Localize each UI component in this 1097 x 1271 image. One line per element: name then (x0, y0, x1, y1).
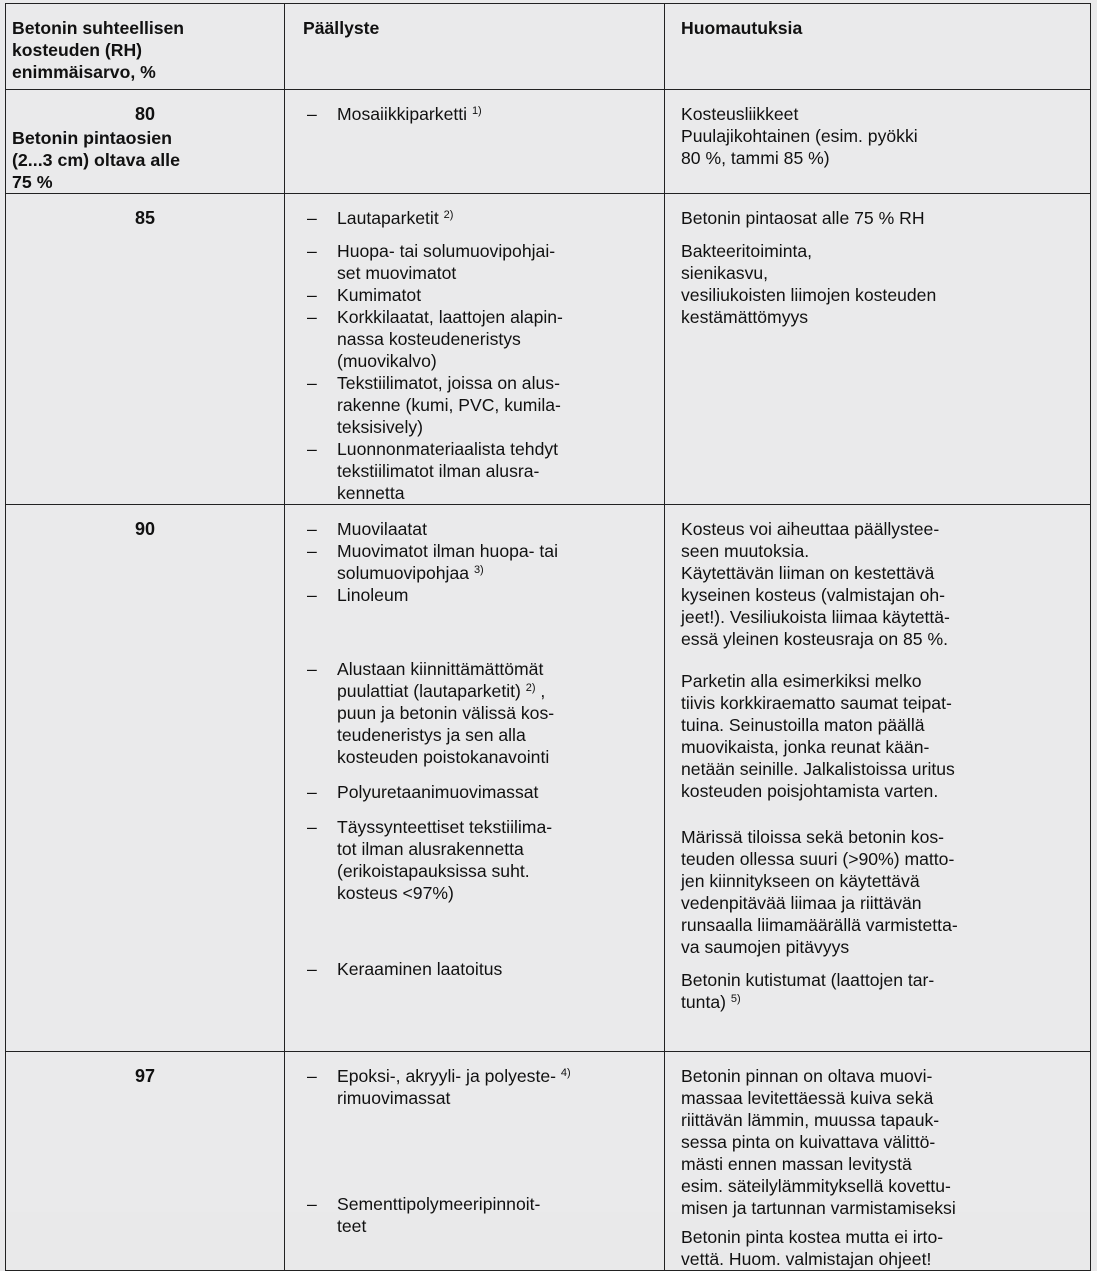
rh-value: 90 (134, 519, 156, 539)
note-item: Kosteus voi aiheuttaa päällystee- seen muutoksia. Käytettävän liiman on kestettävä kyseinen kosteus (valmistajan oh- jeet!). Vesiliukoista liimaa käytettä- essä yleinen kosteusraja on 85 %. (681, 519, 950, 649)
rh-cell (6, 1052, 285, 1271)
rh-cell (6, 90, 285, 194)
rh-note-line: (2...3 cm) oltava alle (12, 150, 181, 170)
note-item: Parketin alla esimerkiksi melko tiivis korkkiraematto saumat teipat- tuina. Seinustoilla maton päällä muovikaista, jonka reunat kään- netään seinille. Jalkalistoissa uritus kosteuden poisjohtamista varten. (681, 671, 955, 801)
header-coating-cell (285, 4, 665, 90)
notes-cell (665, 505, 1091, 1052)
coating-cell (285, 1052, 665, 1271)
notes-cell (665, 1052, 1091, 1271)
coating-item: – Lautaparketit $^{2)}$ (307, 208, 454, 228)
table-row (6, 90, 1091, 194)
note-item: Märissä tiloissa sekä betonin kos- teuden ollessa suuri (>90%) matto- jen kiinnitykseen on käytettävä vedenpitävää liimaa ja riittävän runsaalla liimamäärällä varmistetta- va saumojen pitävyys (681, 827, 958, 957)
coating-cell (285, 90, 665, 194)
notes-cell (665, 194, 1091, 505)
coating-item: – Huopa- tai solumuovipohjai- set muovimatot (307, 241, 556, 283)
coating-item: – Polyuretaanimuovimassat (307, 782, 539, 802)
header-notes-cell (665, 4, 1091, 90)
header-coating: Päällyste (303, 18, 380, 38)
note-item: Bakteeritoiminta, sienikasvu, vesiliukoisten liimojen kosteuden kestämättömyys (681, 241, 937, 327)
note-item: Betonin pinta kostea mutta ei irto- vettä. Huom. valmistajan ohjeet! (681, 1227, 944, 1269)
coating-item: – Täyssynteettiset tekstiilima- tot ilman alusrakennetta (erikoistapauksissa suht. kosteus <97%) (307, 817, 553, 903)
coating-item: – Epoksi-, akryyli- ja polyeste- $^{4)}$ rimuovimassat (307, 1066, 571, 1108)
coating-cell (285, 194, 665, 505)
footnote-ref: 5) (730, 993, 741, 1005)
notes-cell (665, 90, 1091, 194)
coating-item: – Tekstiilimatot, joissa on alus- rakenne (kumi, PVC, kumila- teksisively) (307, 373, 561, 437)
coating-item: – Muovimatot ilman huopa- tai solumuovipohjaa $^{3)}$ (307, 541, 559, 583)
footnote-ref: 2) (525, 682, 536, 694)
rh-value: 80 (134, 104, 156, 124)
footnote-ref: 1) (471, 105, 482, 117)
coating-cell (285, 505, 665, 1052)
header-rh-line: kosteuden (RH) (12, 40, 143, 60)
coating-item: – Korkkilaatat, laattojen alapin- nassa kosteudeneristys (muovikalvo) (307, 307, 563, 371)
footnote-ref: 4) (560, 1067, 571, 1079)
coating-item: – Alustaan kiinnittämättömät puulattiat (lautaparketit) $^{2)}$ , puun ja betonin välissä kos- teudeneristys ja sen alla kosteuden poistokanavointi (307, 659, 555, 767)
coating-item: – Mosaiikkiparketti $^{1)}$ (307, 104, 482, 124)
coating-item: – Luonnonmateriaalista tehdyt tekstiilimatot ilman alusra- kennetta (307, 439, 559, 503)
header-rh-line: Betonin suhteellisen (12, 18, 185, 38)
note-item: Betonin pintaosat alle 75 % RH (681, 208, 925, 228)
coating-item: – Muovilaatat (307, 519, 427, 539)
rh-cell (6, 505, 285, 1052)
footnote-ref: 3) (473, 564, 484, 576)
rh-value: 97 (134, 1066, 156, 1086)
rh-cell (6, 194, 285, 505)
rh-note-line: 75 % (12, 172, 53, 192)
table-header-row (6, 4, 1091, 90)
rh-note-line: Betonin pintaosien (12, 128, 173, 148)
header-rh-line: enimmäisarvo, % (12, 62, 156, 82)
coating-item: – Keraaminen laatoitus (307, 959, 503, 979)
footnote-ref: 2) (443, 209, 454, 221)
coating-item: – Linoleum (307, 585, 409, 605)
table-row (6, 1052, 1091, 1271)
moisture-limits-table (5, 3, 1091, 1271)
header-rh-cell (6, 4, 285, 90)
coating-item: – Kumimatot (307, 285, 422, 305)
coating-item: – Sementtipolymeeripinnoit- teet (307, 1194, 541, 1236)
table-row (6, 194, 1091, 505)
rh-value: 85 (134, 208, 156, 228)
table-row (6, 505, 1091, 1052)
note-item: Kosteusliikkeet Puulajikohtainen (esim. pyökki 80 %, tammi 85 %) (681, 104, 918, 168)
rh-note (6, 125, 284, 193)
note-item: Betonin pinnan on oltava muovi- massaa levitettäessä kuiva sekä riittävän lämmin, muussa tapauk- sessa pinta on kuivattava välittö- mästi ennen massan levitystä esim. säteilylämmityksellä kovettu- misen ja tartunnan varmistamiseksi (681, 1066, 956, 1218)
header-notes: Huomautuksia (681, 18, 803, 38)
note-item: Betonin kutistumat (laattojen tar- tunta) $^{5)}$ (681, 970, 935, 1012)
